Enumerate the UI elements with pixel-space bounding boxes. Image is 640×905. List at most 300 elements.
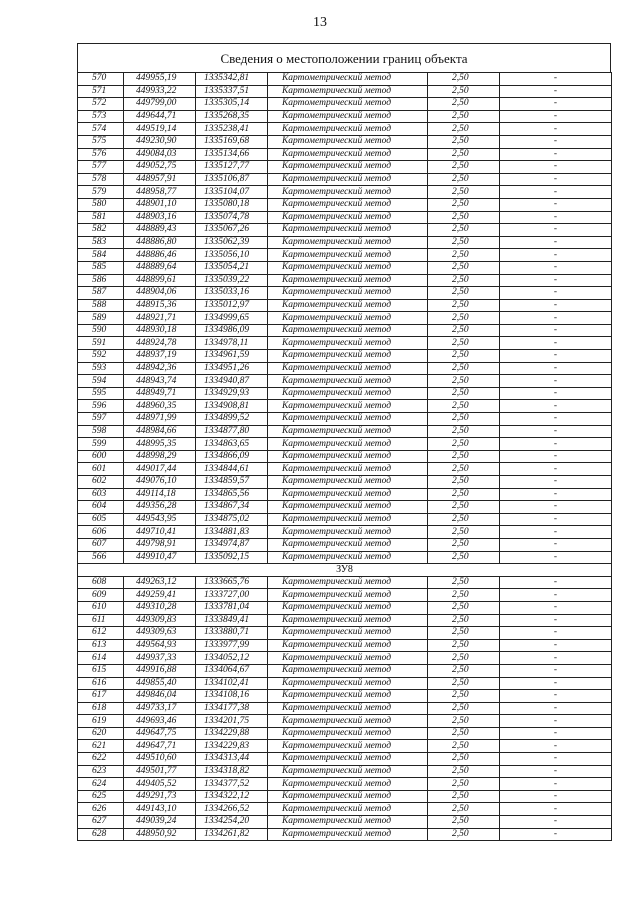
accuracy-cell: 2,50	[428, 173, 500, 186]
accuracy-cell: 2,50	[428, 198, 500, 211]
accuracy-cell: 2,50	[428, 753, 500, 766]
coord-x-cell: 448984,66	[124, 425, 196, 438]
point-number-cell: 622	[78, 753, 124, 766]
coord-x-cell: 448904,06	[124, 287, 196, 300]
accuracy-cell: 2,50	[428, 236, 500, 249]
coord-y-cell: 1334377,52	[196, 778, 268, 791]
coord-x-cell: 448950,92	[124, 828, 196, 841]
point-number-cell: 603	[78, 488, 124, 501]
coord-x-cell: 448915,36	[124, 299, 196, 312]
method-cell: Картометрический метод	[268, 211, 428, 224]
table-row	[78, 413, 612, 426]
coord-y-cell: 1334229,88	[196, 727, 268, 740]
accuracy-cell: 2,50	[428, 803, 500, 816]
accuracy-cell: 2,50	[428, 350, 500, 363]
point-number-cell: 624	[78, 778, 124, 791]
description-cell: -	[500, 337, 612, 350]
method-cell: Картометрический метод	[268, 400, 428, 413]
accuracy-cell: 2,50	[428, 627, 500, 640]
coord-x-cell: 449799,00	[124, 98, 196, 111]
description-cell: -	[500, 450, 612, 463]
point-number-cell: 600	[78, 450, 124, 463]
coord-y-cell: 1334177,38	[196, 702, 268, 715]
coord-x-cell: 448998,29	[124, 450, 196, 463]
method-cell: Картометрический метод	[268, 765, 428, 778]
coord-x-cell: 449259,41	[124, 589, 196, 602]
method-cell: Картометрический метод	[268, 538, 428, 551]
point-number-cell: 596	[78, 400, 124, 413]
table-row	[78, 148, 612, 161]
point-number-cell: 588	[78, 299, 124, 312]
description-cell: -	[500, 123, 612, 136]
method-cell: Картометрический метод	[268, 135, 428, 148]
accuracy-cell: 2,50	[428, 664, 500, 677]
accuracy-cell: 2,50	[428, 261, 500, 274]
accuracy-cell: 2,50	[428, 513, 500, 526]
method-cell: Картометрический метод	[268, 778, 428, 791]
accuracy-cell: 2,50	[428, 110, 500, 123]
coord-x-cell: 449564,93	[124, 639, 196, 652]
point-number-cell: 579	[78, 186, 124, 199]
table-row	[78, 778, 612, 791]
description-cell: -	[500, 551, 612, 564]
method-cell: Картометрический метод	[268, 463, 428, 476]
coord-x-cell: 448924,78	[124, 337, 196, 350]
accuracy-cell: 2,50	[428, 576, 500, 589]
coord-y-cell: 1335342,81	[196, 73, 268, 86]
coord-y-cell: 1334899,52	[196, 413, 268, 426]
accuracy-cell: 2,50	[428, 652, 500, 665]
coord-x-cell: 449039,24	[124, 816, 196, 829]
coord-y-cell: 1334052,12	[196, 652, 268, 665]
point-number-cell: 599	[78, 438, 124, 451]
description-cell: -	[500, 211, 612, 224]
description-cell: -	[500, 274, 612, 287]
table-row	[78, 526, 612, 539]
table-row	[78, 476, 612, 489]
method-cell: Картометрический метод	[268, 476, 428, 489]
coord-y-cell: 1335080,18	[196, 198, 268, 211]
table-row	[78, 98, 612, 111]
description-cell: -	[500, 261, 612, 274]
accuracy-cell: 2,50	[428, 476, 500, 489]
accuracy-cell: 2,50	[428, 816, 500, 829]
description-cell: -	[500, 425, 612, 438]
point-number-cell: 623	[78, 765, 124, 778]
coord-x-cell: 449933,22	[124, 85, 196, 98]
coord-y-cell: 1334875,02	[196, 513, 268, 526]
coord-y-cell: 1335268,35	[196, 110, 268, 123]
description-cell: -	[500, 753, 612, 766]
method-cell: Картометрический метод	[268, 249, 428, 262]
method-cell: Картометрический метод	[268, 387, 428, 400]
accuracy-cell: 2,50	[428, 614, 500, 627]
coord-y-cell: 1334108,16	[196, 690, 268, 703]
table-row	[78, 702, 612, 715]
description-cell: -	[500, 765, 612, 778]
section-label: ЗУ8	[78, 564, 612, 577]
method-cell: Картометрический метод	[268, 362, 428, 375]
coord-y-cell: 1335104,07	[196, 186, 268, 199]
method-cell: Картометрический метод	[268, 299, 428, 312]
table-row	[78, 765, 612, 778]
coord-y-cell: 1334064,67	[196, 664, 268, 677]
method-cell: Картометрический метод	[268, 186, 428, 199]
point-number-cell: 615	[78, 664, 124, 677]
coord-x-cell: 449647,71	[124, 740, 196, 753]
coord-x-cell: 449644,71	[124, 110, 196, 123]
table-row	[78, 198, 612, 211]
accuracy-cell: 2,50	[428, 450, 500, 463]
coord-y-cell: 1335238,41	[196, 123, 268, 136]
table-row	[78, 677, 612, 690]
table-row	[78, 110, 612, 123]
accuracy-cell: 2,50	[428, 690, 500, 703]
page-number: 13	[313, 15, 327, 30]
coord-x-cell: 448903,16	[124, 211, 196, 224]
accuracy-cell: 2,50	[428, 463, 500, 476]
coord-x-cell: 449076,10	[124, 476, 196, 489]
accuracy-cell: 2,50	[428, 123, 500, 136]
coordinates-table-body-top	[78, 73, 612, 564]
point-number-cell: 592	[78, 350, 124, 363]
method-cell: Картометрический метод	[268, 261, 428, 274]
coord-x-cell: 449910,47	[124, 551, 196, 564]
table-row	[78, 438, 612, 451]
coord-x-cell: 448930,18	[124, 324, 196, 337]
accuracy-cell: 2,50	[428, 790, 500, 803]
description-cell: -	[500, 652, 612, 665]
coord-x-cell: 449356,28	[124, 501, 196, 514]
description-cell: -	[500, 312, 612, 325]
method-cell: Картометрический метод	[268, 98, 428, 111]
description-cell: -	[500, 501, 612, 514]
coord-x-cell: 448921,71	[124, 312, 196, 325]
coord-y-cell: 1335012,97	[196, 299, 268, 312]
method-cell: Картометрический метод	[268, 740, 428, 753]
coord-x-cell: 449309,63	[124, 627, 196, 640]
table-row	[78, 551, 612, 564]
table-row	[78, 450, 612, 463]
description-cell: -	[500, 350, 612, 363]
method-cell: Картометрический метод	[268, 123, 428, 136]
coord-x-cell: 448889,64	[124, 261, 196, 274]
table-row	[78, 740, 612, 753]
coord-y-cell: 1334961,59	[196, 350, 268, 363]
accuracy-cell: 2,50	[428, 765, 500, 778]
description-cell: -	[500, 324, 612, 337]
section-row	[78, 564, 612, 577]
point-number-cell: 587	[78, 287, 124, 300]
method-cell: Картометрический метод	[268, 148, 428, 161]
coord-x-cell: 448943,74	[124, 375, 196, 388]
table-row	[78, 828, 612, 841]
coord-x-cell: 449291,73	[124, 790, 196, 803]
point-number-cell: 606	[78, 526, 124, 539]
method-cell: Картометрический метод	[268, 337, 428, 350]
point-number-cell: 614	[78, 652, 124, 665]
point-number-cell: 566	[78, 551, 124, 564]
method-cell: Картометрический метод	[268, 627, 428, 640]
accuracy-cell: 2,50	[428, 148, 500, 161]
coord-x-cell: 449263,12	[124, 576, 196, 589]
description-cell: -	[500, 677, 612, 690]
table-row	[78, 387, 612, 400]
accuracy-cell: 2,50	[428, 828, 500, 841]
description-cell: -	[500, 727, 612, 740]
point-number-cell: 607	[78, 538, 124, 551]
point-number-cell: 577	[78, 161, 124, 174]
coord-x-cell: 448949,71	[124, 387, 196, 400]
table-row	[78, 538, 612, 551]
coord-x-cell: 449519,14	[124, 123, 196, 136]
point-number-cell: 580	[78, 198, 124, 211]
point-number-cell: 608	[78, 576, 124, 589]
method-cell: Картометрический метод	[268, 312, 428, 325]
point-number-cell: 585	[78, 261, 124, 274]
table-row	[78, 664, 612, 677]
accuracy-cell: 2,50	[428, 362, 500, 375]
accuracy-cell: 2,50	[428, 274, 500, 287]
coord-y-cell: 1335106,87	[196, 173, 268, 186]
table-row	[78, 375, 612, 388]
description-cell: -	[500, 526, 612, 539]
coord-y-cell: 1335337,51	[196, 85, 268, 98]
table-row	[78, 274, 612, 287]
coord-x-cell: 449543,95	[124, 513, 196, 526]
table-row	[78, 425, 612, 438]
point-number-cell: 609	[78, 589, 124, 602]
coord-y-cell: 1334254,20	[196, 816, 268, 829]
description-cell: -	[500, 375, 612, 388]
coord-x-cell: 448901,10	[124, 198, 196, 211]
method-cell: Картометрический метод	[268, 601, 428, 614]
table-row	[78, 350, 612, 363]
description-cell: -	[500, 576, 612, 589]
description-cell: -	[500, 463, 612, 476]
accuracy-cell: 2,50	[428, 312, 500, 325]
coord-y-cell: 1334859,57	[196, 476, 268, 489]
coord-y-cell: 1334974,87	[196, 538, 268, 551]
point-number-cell: 611	[78, 614, 124, 627]
coord-y-cell: 1334866,09	[196, 450, 268, 463]
table-row	[78, 589, 612, 602]
description-cell: -	[500, 538, 612, 551]
table-row	[78, 324, 612, 337]
coord-y-cell: 1335169,68	[196, 135, 268, 148]
coord-x-cell: 449937,33	[124, 652, 196, 665]
table-header: Сведения о местоположении границ объекта	[77, 43, 611, 72]
method-cell: Картометрический метод	[268, 513, 428, 526]
point-number-cell: 618	[78, 702, 124, 715]
accuracy-cell: 2,50	[428, 501, 500, 514]
coord-y-cell: 1334229,83	[196, 740, 268, 753]
method-cell: Картометрический метод	[268, 790, 428, 803]
method-cell: Картометрический метод	[268, 413, 428, 426]
point-number-cell: 620	[78, 727, 124, 740]
coordinates-table-body-bottom	[78, 576, 612, 840]
table-row	[78, 639, 612, 652]
description-cell: -	[500, 224, 612, 237]
coord-x-cell: 449230,90	[124, 135, 196, 148]
table-row	[78, 135, 612, 148]
table-row	[78, 85, 612, 98]
point-number-cell: 583	[78, 236, 124, 249]
method-cell: Картометрический метод	[268, 715, 428, 728]
coord-y-cell: 1334322,12	[196, 790, 268, 803]
table-row	[78, 790, 612, 803]
coord-y-cell: 1333781,04	[196, 601, 268, 614]
table-row	[78, 753, 612, 766]
table-row	[78, 816, 612, 829]
coord-x-cell: 448957,91	[124, 173, 196, 186]
coord-y-cell: 1334940,87	[196, 375, 268, 388]
table-row	[78, 362, 612, 375]
coord-x-cell: 448899,61	[124, 274, 196, 287]
method-cell: Картометрический метод	[268, 173, 428, 186]
method-cell: Картометрический метод	[268, 816, 428, 829]
method-cell: Картометрический метод	[268, 274, 428, 287]
description-cell: -	[500, 413, 612, 426]
section-row-group	[78, 564, 612, 577]
coord-y-cell: 1334266,52	[196, 803, 268, 816]
accuracy-cell: 2,50	[428, 438, 500, 451]
point-number-cell: 584	[78, 249, 124, 262]
point-number-cell: 628	[78, 828, 124, 841]
point-number-cell: 572	[78, 98, 124, 111]
accuracy-cell: 2,50	[428, 639, 500, 652]
method-cell: Картометрический метод	[268, 425, 428, 438]
coord-y-cell: 1334867,34	[196, 501, 268, 514]
description-cell: -	[500, 803, 612, 816]
table-row	[78, 488, 612, 501]
coord-y-cell: 1334863,65	[196, 438, 268, 451]
coord-y-cell: 1334318,82	[196, 765, 268, 778]
point-number-cell: 586	[78, 274, 124, 287]
point-number-cell: 591	[78, 337, 124, 350]
accuracy-cell: 2,50	[428, 224, 500, 237]
description-cell: -	[500, 513, 612, 526]
accuracy-cell: 2,50	[428, 287, 500, 300]
coord-y-cell: 1333880,71	[196, 627, 268, 640]
accuracy-cell: 2,50	[428, 324, 500, 337]
method-cell: Картометрический метод	[268, 526, 428, 539]
coord-y-cell: 1334844,61	[196, 463, 268, 476]
accuracy-cell: 2,50	[428, 98, 500, 111]
description-cell: -	[500, 627, 612, 640]
method-cell: Картометрический метод	[268, 690, 428, 703]
description-cell: -	[500, 690, 612, 703]
table-row	[78, 249, 612, 262]
accuracy-cell: 2,50	[428, 601, 500, 614]
method-cell: Картометрический метод	[268, 551, 428, 564]
point-number-cell: 613	[78, 639, 124, 652]
accuracy-cell: 2,50	[428, 526, 500, 539]
point-number-cell: 616	[78, 677, 124, 690]
description-cell: -	[500, 816, 612, 829]
accuracy-cell: 2,50	[428, 249, 500, 262]
accuracy-cell: 2,50	[428, 413, 500, 426]
table-row	[78, 161, 612, 174]
description-cell: -	[500, 778, 612, 791]
method-cell: Картометрический метод	[268, 224, 428, 237]
coord-y-cell: 1334881,83	[196, 526, 268, 539]
table-row	[78, 400, 612, 413]
method-cell: Картометрический метод	[268, 85, 428, 98]
coord-y-cell: 1333977,99	[196, 639, 268, 652]
coord-x-cell: 448886,46	[124, 249, 196, 262]
description-cell: -	[500, 135, 612, 148]
accuracy-cell: 2,50	[428, 387, 500, 400]
method-cell: Картометрический метод	[268, 753, 428, 766]
coord-x-cell: 449114,18	[124, 488, 196, 501]
description-cell: -	[500, 601, 612, 614]
description-cell: -	[500, 236, 612, 249]
point-number-cell: 621	[78, 740, 124, 753]
coord-x-cell: 449310,28	[124, 601, 196, 614]
point-number-cell: 619	[78, 715, 124, 728]
coord-x-cell: 449052,75	[124, 161, 196, 174]
coord-x-cell: 448995,35	[124, 438, 196, 451]
accuracy-cell: 2,50	[428, 551, 500, 564]
accuracy-cell: 2,50	[428, 186, 500, 199]
point-number-cell: 605	[78, 513, 124, 526]
coord-y-cell: 1334261,82	[196, 828, 268, 841]
description-cell: -	[500, 400, 612, 413]
coord-x-cell: 449733,17	[124, 702, 196, 715]
description-cell: -	[500, 287, 612, 300]
table-row	[78, 312, 612, 325]
table-row	[78, 211, 612, 224]
description-cell: -	[500, 476, 612, 489]
coord-x-cell: 448886,80	[124, 236, 196, 249]
table-row	[78, 727, 612, 740]
method-cell: Картометрический метод	[268, 501, 428, 514]
coord-y-cell: 1334201,75	[196, 715, 268, 728]
coord-y-cell: 1334999,65	[196, 312, 268, 325]
method-cell: Картометрический метод	[268, 198, 428, 211]
point-number-cell: 589	[78, 312, 124, 325]
method-cell: Картометрический метод	[268, 702, 428, 715]
coord-y-cell: 1333727,00	[196, 589, 268, 602]
method-cell: Картометрический метод	[268, 438, 428, 451]
method-cell: Картометрический метод	[268, 324, 428, 337]
method-cell: Картометрический метод	[268, 287, 428, 300]
method-cell: Картометрический метод	[268, 727, 428, 740]
description-cell: -	[500, 438, 612, 451]
method-cell: Картометрический метод	[268, 110, 428, 123]
description-cell: -	[500, 715, 612, 728]
coord-x-cell: 449143,10	[124, 803, 196, 816]
point-number-cell: 598	[78, 425, 124, 438]
table-row	[78, 287, 612, 300]
coord-y-cell: 1334951,26	[196, 362, 268, 375]
table-row	[78, 299, 612, 312]
accuracy-cell: 2,50	[428, 677, 500, 690]
accuracy-cell: 2,50	[428, 538, 500, 551]
coord-x-cell: 448937,19	[124, 350, 196, 363]
point-number-cell: 625	[78, 790, 124, 803]
accuracy-cell: 2,50	[428, 740, 500, 753]
method-cell: Картометрический метод	[268, 639, 428, 652]
description-cell: -	[500, 73, 612, 86]
table-row	[78, 224, 612, 237]
method-cell: Картометрический метод	[268, 803, 428, 816]
point-number-cell: 597	[78, 413, 124, 426]
point-number-cell: 573	[78, 110, 124, 123]
coord-x-cell: 449405,52	[124, 778, 196, 791]
coord-y-cell: 1334908,81	[196, 400, 268, 413]
